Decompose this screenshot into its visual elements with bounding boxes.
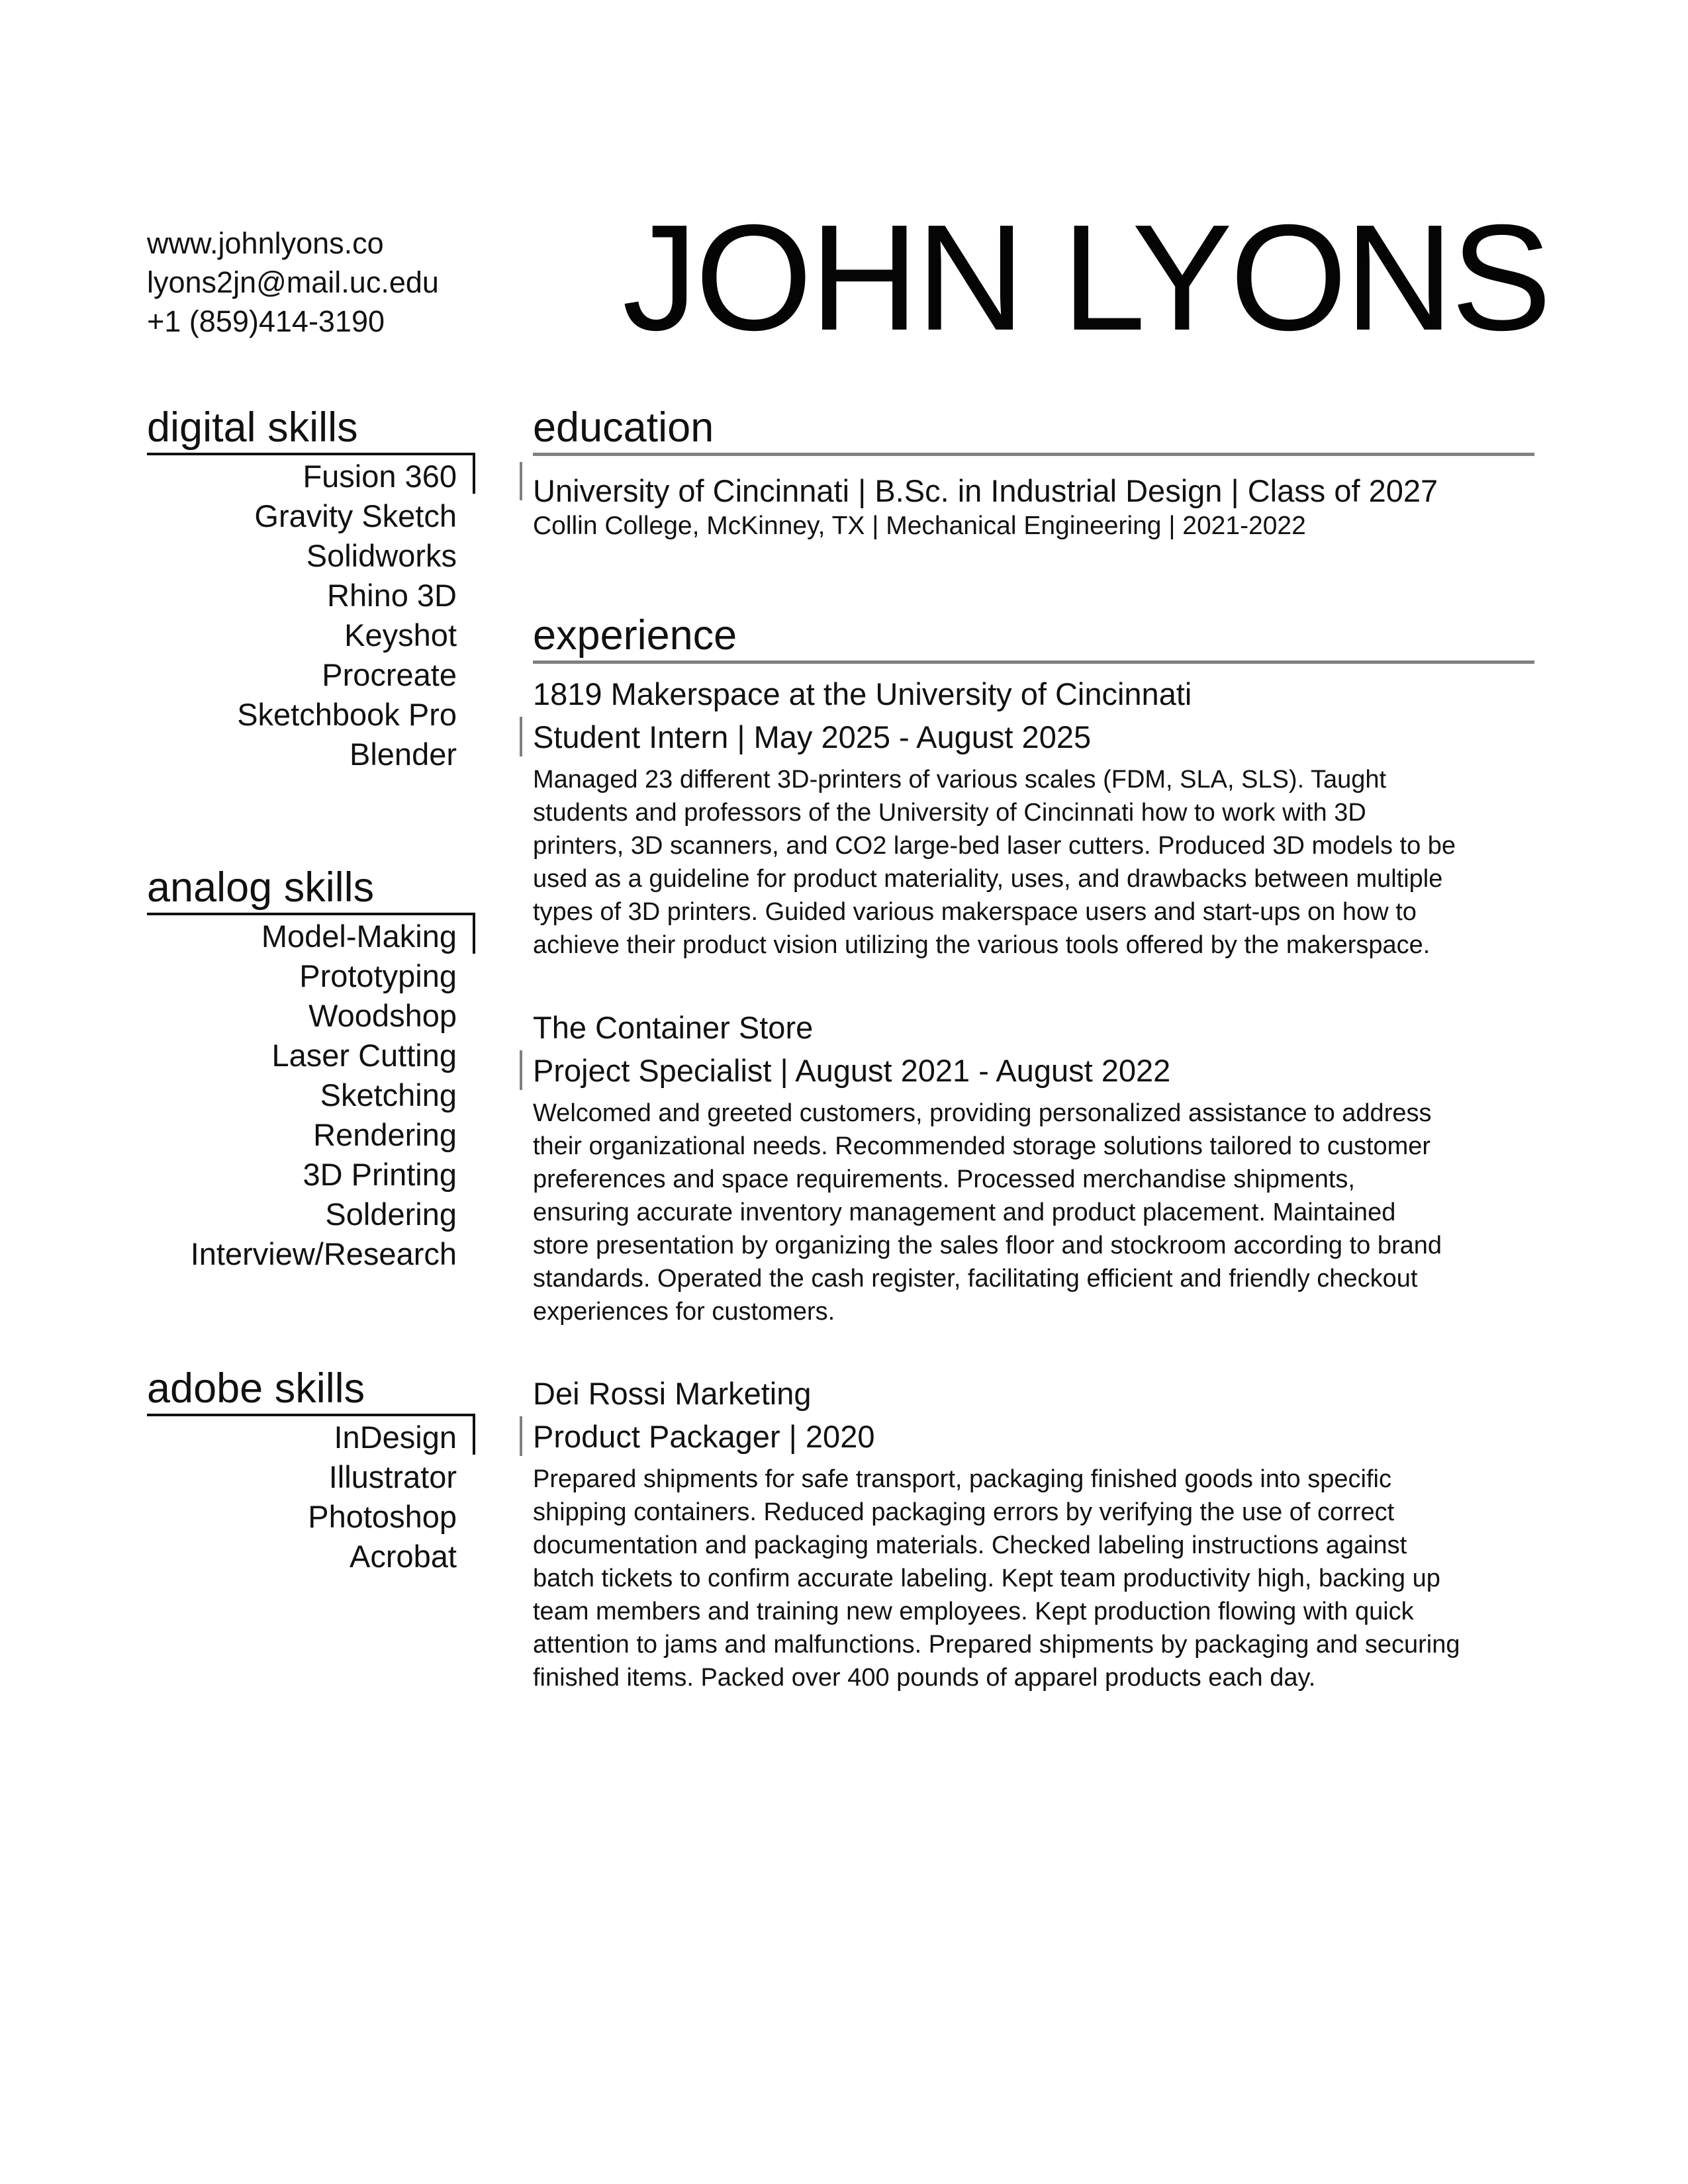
job-role: Project Specialist | August 2021 - August 2022 (533, 1053, 1171, 1088)
description-line: Prepared shipments for safe transport, packaging finished goods into specific (533, 1465, 1391, 1493)
analog-skills-title: analog skills (147, 864, 375, 911)
digital-skills-title: digital skills (147, 404, 358, 451)
skill-item: Solidworks (306, 538, 457, 573)
skill-item: Model-Making (261, 919, 457, 954)
job-role-marker (520, 717, 522, 756)
description-line: used as a guideline for product materiality, uses, and drawbacks between multiple (533, 865, 1443, 893)
skill-item: 3D Printing (303, 1157, 457, 1192)
description-line: preferences and space requirements. Processed merchandise shipments, (533, 1165, 1355, 1193)
adobe-skills-title: adobe skills (147, 1365, 365, 1412)
skill-item: Blender (350, 737, 457, 772)
education-title: education (533, 404, 714, 451)
experience-rule (533, 660, 1534, 664)
skill-item: Gravity Sketch (254, 498, 457, 533)
skill-item: Procreate (322, 657, 457, 692)
digital-skills-list (237, 457, 457, 774)
job-role: Student Intern | May 2025 - August 2025 (533, 719, 1092, 754)
resume-name: JOHN LYONS (622, 194, 1550, 362)
skill-item: Interview/Research (190, 1236, 457, 1271)
skill-item: Rhino 3D (327, 578, 457, 613)
job-organization: Dei Rossi Marketing (533, 1376, 812, 1411)
skill-item: Sketchbook Pro (237, 697, 457, 732)
description-line: experiences for customers. (533, 1298, 835, 1326)
digital-skills-section (147, 402, 475, 772)
education-primary: University of Cincinnati | B.Sc. in Industrial Design | Class of 2027 (533, 473, 1438, 508)
skill-item: Soldering (325, 1197, 457, 1232)
job-role-marker (520, 1416, 522, 1456)
job-description (533, 763, 1526, 962)
analog-skills-rule (147, 913, 475, 1271)
experience-title: experience (533, 612, 737, 659)
job-description (533, 1463, 1526, 1694)
description-line: students and professors of the University of Cincinnati how to work with 3D (533, 799, 1366, 827)
description-line: achieve their product vision utilizing the various tools offered by the makerspace. (533, 931, 1430, 959)
education-section (533, 402, 1539, 456)
skill-item: Sketching (320, 1077, 457, 1113)
skill-item: Laser Cutting (271, 1038, 457, 1073)
skill-item: Woodshop (308, 998, 457, 1033)
description-line: store presentation by organizing the sales floor and stockroom according to brand (533, 1232, 1442, 1259)
job-role-marker (520, 1050, 522, 1090)
description-line: Managed 23 different 3D-printers of various scales (FDM, SLA, SLS). Taught (533, 766, 1387, 794)
education-secondary: Collin College, McKinney, TX | Mechanical Engineering | 2021-2022 (533, 512, 1306, 540)
job-organization: 1819 Makerspace at the University of Cincinnati (533, 676, 1192, 711)
adobe-skills-list (308, 1418, 457, 1576)
skill-item: Photoshop (308, 1499, 457, 1534)
adobe-skills-section (147, 1363, 475, 1574)
skill-item: Illustrator (328, 1459, 457, 1494)
website-link[interactable]: www.johnlyons.co (147, 226, 384, 260)
skill-item: Rendering (313, 1117, 457, 1152)
description-line: ensuring accurate inventory management and product placement. Maintained (533, 1199, 1396, 1226)
skill-item: Acrobat (350, 1539, 457, 1574)
contact-block (147, 224, 518, 341)
description-line: types of 3D printers. Guided various makerspace users and start-ups on how to (533, 898, 1417, 926)
analog-skills-list (191, 917, 457, 1274)
skill-item: InDesign (334, 1420, 457, 1455)
description-line: standards. Operated the cash register, facilitating efficient and friendly checkout (533, 1265, 1418, 1293)
digital-skills-rule (147, 453, 475, 772)
skill-item: Keyshot (344, 617, 457, 653)
description-line: batch tickets to confirm accurate labeling. Kept team productivity high, backing up (533, 1565, 1440, 1592)
skill-item: Fusion 360 (303, 459, 457, 494)
analog-skills-section (147, 862, 475, 1271)
education-rule (533, 453, 1534, 456)
description-line: Welcomed and greeted customers, providing personalized assistance to address (533, 1099, 1432, 1127)
description-line: finished items. Packed over 400 pounds of apparel products each day. (533, 1664, 1316, 1692)
email-link[interactable]: lyons2jn@mail.uc.edu (147, 265, 439, 299)
description-line: their organizational needs. Recommended storage solutions tailored to customer (533, 1132, 1431, 1160)
job-description (533, 1097, 1526, 1328)
description-line: team members and training new employees. Kept production flowing with quick (533, 1598, 1414, 1625)
description-line: shipping containers. Reduced packaging errors by verifying the use of correct (533, 1498, 1395, 1526)
description-line: attention to jams and malfunctions. Prepared shipments by packaging and securing (533, 1631, 1460, 1659)
education-marker (520, 462, 522, 500)
job-role: Product Packager | 2020 (533, 1419, 875, 1454)
description-line: documentation and packaging materials. Checked labeling instructions against (533, 1531, 1407, 1559)
phone-number: +1 (859)414-3190 (147, 304, 385, 338)
job-organization: The Container Store (533, 1010, 814, 1045)
experience-section (533, 610, 1539, 664)
description-line: printers, 3D scanners, and CO2 large-bed laser cutters. Produced 3D models to be (533, 832, 1456, 860)
adobe-skills-rule (147, 1414, 475, 1574)
skill-item: Prototyping (299, 958, 457, 993)
